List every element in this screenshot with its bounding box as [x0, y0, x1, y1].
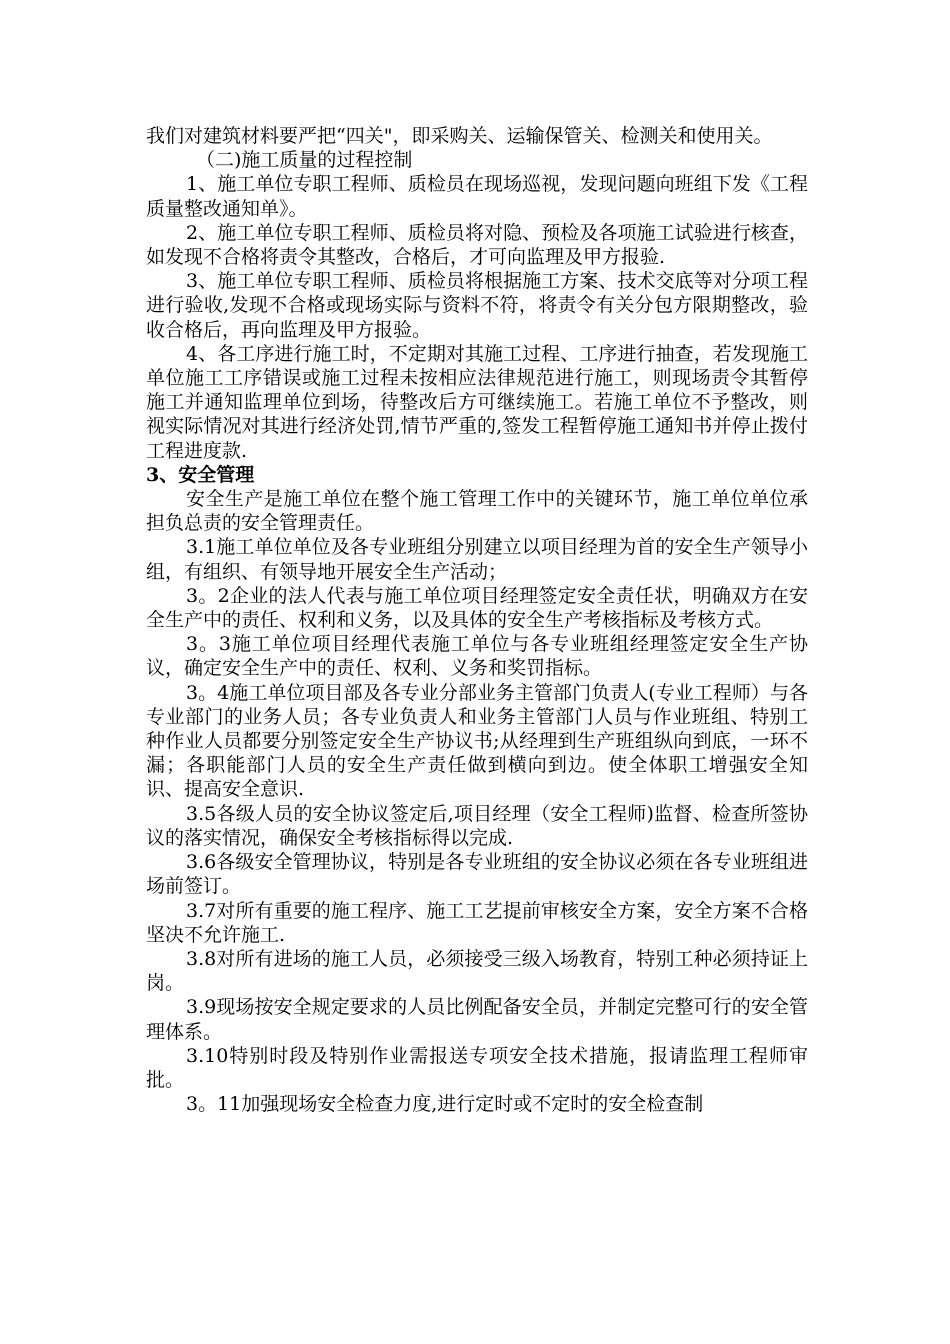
- paragraph-3-10: 3.10特别时段及特别作业需报送专项安全技术措施，报请监理工程师审批。: [146, 1044, 808, 1091]
- document-page: [146, 124, 808, 1116]
- paragraph-item-2: 2、施工单位专职工程师、质检员将对隐、预检及各项施工试验进行核查，如发现不合格将责令其整改，合格后，才可向监理及甲方报验.: [146, 221, 808, 269]
- paragraph-3-1: 3.1施工单位单位及各专业班组分别建立以项目经理为首的安全生产领导小组，有组织、有领导地开展安全生产活动；: [146, 536, 808, 583]
- paragraph-3-7: 3.7对所有重要的施工程序、施工工艺提前审核安全方案，安全方案不合格坚决不允许施工.: [146, 899, 808, 946]
- paragraph-3-11: 3。11加强现场安全检查力度,进行定时或不定时的安全检查制: [186, 1093, 704, 1116]
- paragraph-materials-four-checks: 我们对建筑材料要严把“四关"，即采购关、运输保管关、检测关和使用关。: [146, 125, 773, 147]
- paragraph-3-6: 3.6各级安全管理协议，特别是各专业班组的安全协议必须在各专业班组进场前签订。: [146, 851, 808, 898]
- paragraph-3-8: 3.8对所有进场的施工人员，必须接受三级入场教育，特别工种必须持证上岗。: [146, 947, 808, 995]
- paragraph-safety-intro: 安全生产是施工单位在整个施工管理工作中的关键环节，施工单位单位承担负总责的安全管理责任。: [146, 488, 808, 535]
- subheading-process-control: （二)施工质量的过程控制: [196, 149, 413, 172]
- paragraph-3-3: 3。3施工单位项目经理代表施工单位与各专业班组经理签定安全生产协议，确定安全生产中的责任、权利、义务和奖罚指标。: [146, 633, 808, 680]
- paragraph-3-5: 3.5各级人员的安全协议签定后,项目经理（安全工程师)监督、检查所签协议的落实情况，确保安全考核指标得以完成.: [146, 802, 808, 849]
- paragraph-item-3: 3、施工单位专职工程师、质检员将根据施工方案、技术交底等对分项工程进行验收,发现不合格或现场实际与资料不符，将责令有关分包方限期整改，验收合格后，再向监理及甲方报验。: [146, 270, 808, 341]
- paragraph-3-9: 3.9现场按安全规定要求的人员比例配备安全员，并制定完整可行的安全管理体系。: [146, 996, 808, 1043]
- section-heading-safety-management: 3、安全管理: [146, 463, 255, 486]
- paragraph-item-4: 4、各工序进行施工时，不定期对其施工过程、工序进行抽查，若发现施工单位施工工序错误或施工过程未按相应法律规范进行施工，则现场责令其暂停施工并通知监理单位到场，待整改后方可继续施工。若施工单位不予整改，则视实际情况对其进行经济处罚,情节严重的,签发工程暂停施工通知书并停止拨付工程进度款.: [146, 342, 808, 462]
- paragraph-item-1: 1、施工单位专职工程师、质检员在现场巡视，发现问题向班组下发《工程质量整改通知单》。: [146, 173, 808, 220]
- paragraph-3-2: 3。2企业的法人代表与施工单位项目经理签定安全责任状，明确双方在安全生产中的责任、权利和义务，以及具体的安全生产考核指标及考核方式。: [146, 584, 808, 632]
- paragraph-3-4: 3。4施工单位项目部及各专业分部业务主管部门负责人(专业工程师）与各专业部门的业务人员；各专业负责人和业务主管部门人员与作业班组、特别工种作业人员都要分别签定安全生产协议书;从经理到生产班组纵向到底，一环不漏；各职能部门人员的安全生产责任做到横向到边。使全体职工增强安全知识、提高安全意识.: [146, 681, 808, 801]
